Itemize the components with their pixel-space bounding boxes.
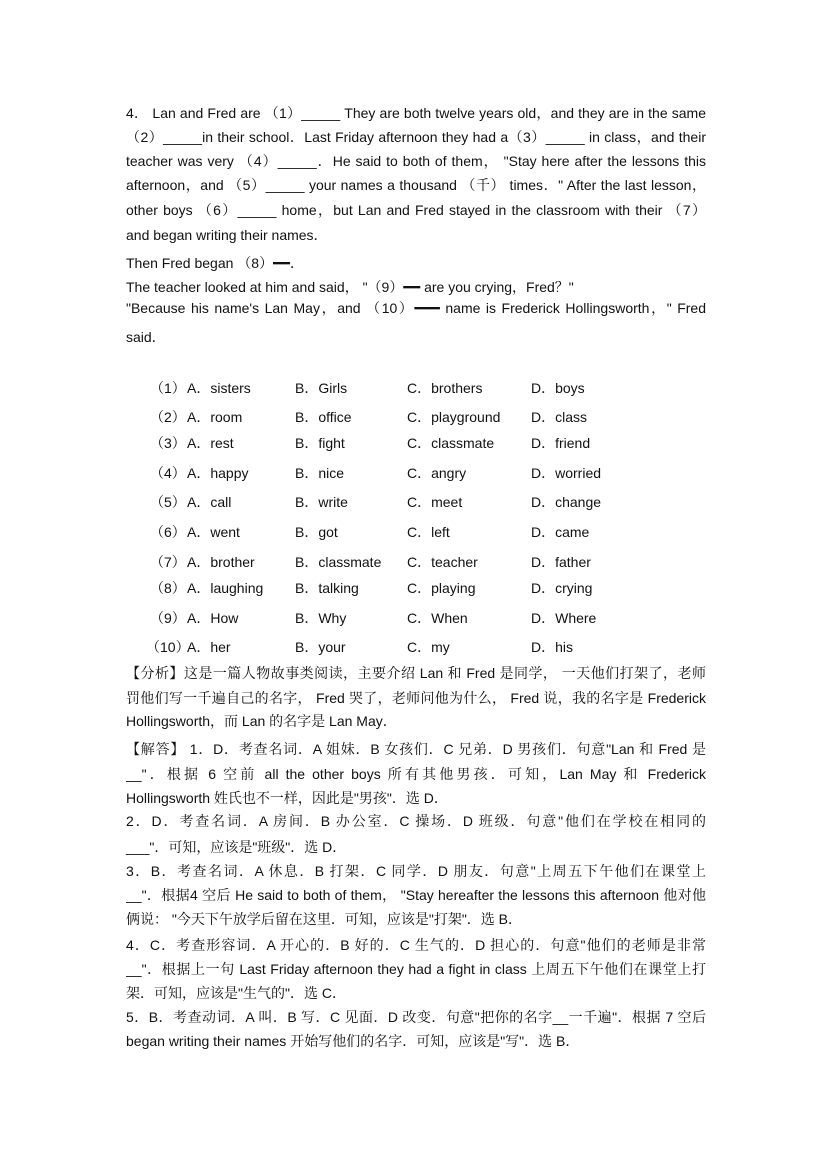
question-number: （5） (150, 494, 186, 510)
option-d: D．friend (531, 435, 591, 451)
analysis-line: 【解答】 1．D．考查名词．A 姐妹．B 女孩们．C 兄弟．D 男孩们．句意"Lan 和 Fred 是 (126, 741, 706, 757)
option-a: A．brother (187, 554, 255, 570)
passage-line: "Because his name's Lan May，and （10）━━━ name is Frederick Hollingsworth，" Fred (126, 300, 706, 316)
option-c: C．angry (407, 465, 467, 481)
option-a: A．call (187, 494, 232, 510)
option-d: D．boys (531, 380, 585, 396)
option-d: D．came (531, 524, 590, 540)
option-c: C．my (407, 639, 450, 655)
option-b: B．your (295, 639, 346, 655)
option-d: D．father (531, 554, 591, 570)
passage-line: 4． Lan and Fred are （1）_____ They are both twelve years old，and they are in the same (126, 105, 706, 121)
analysis-line: 4．C．考查形容词．A 开心的．B 好的．C 生气的．D 担心的．句意"他们的老师是非常 (126, 937, 706, 953)
option-d: D．change (531, 494, 602, 510)
question-number: （7） (150, 554, 186, 570)
analysis-line: 3．B．考查名词．A 休息．B 打架．C 同学．D 朋友．句意"上周五下午他们在课堂上 (126, 863, 706, 879)
option-b: B．Why (295, 610, 347, 626)
passage-line: Then Fred began （8）━━． (126, 255, 304, 271)
option-d: D．Where (531, 610, 597, 626)
question-number: （4） (150, 465, 186, 481)
analysis-line: __"．根据上一句 Last Friday afternoon they had a fight in class 上周五下午他们在课堂上打 (126, 961, 706, 977)
option-d: D．class (531, 409, 588, 425)
option-a: A．her (187, 639, 231, 655)
option-c: C．classmate (407, 435, 495, 451)
option-b: B．classmate (295, 554, 382, 570)
option-a: A．happy (187, 465, 249, 481)
option-c: C．meet (407, 494, 463, 510)
analysis-line: __"．根据4 空后 He said to both of them， "Stay hereafter the lessons this afternoon 他对他 (126, 887, 706, 903)
option-b: B．write (295, 494, 348, 510)
question-number: （9） (150, 610, 186, 626)
passage-line: teacher was very （4）_____．He said to both of them， "Stay here after the lessons this (126, 153, 706, 169)
analysis-line: began writing their names 开始写他们的名字．可知，应该是"写"．选 B． (126, 1033, 580, 1049)
analysis-line: 罚他们写一千遍自己的名字， Fred 哭了，老师问他为什么， Fred 说，我的名字是 Frederick (126, 690, 706, 706)
option-c: C．playing (407, 580, 476, 596)
question-number: （6） (150, 524, 186, 540)
option-a: A．rest (187, 435, 234, 451)
option-d: D．worried (531, 465, 602, 481)
option-b: B．talking (295, 580, 359, 596)
option-d: D．crying (531, 580, 593, 596)
passage-line: afternoon，and （5）_____ your names a thousand （千） times．" After the last lesson， (126, 177, 706, 193)
analysis-line: 5．B．考查动词．A 叫．B 写．C 见面．D 改变．句意"把你的名字__一千遍"．根据 7 空后 (126, 1009, 706, 1025)
option-a: A．sisters (187, 380, 251, 396)
passage-line: （2）_____in their school．Last Friday afternoon they had a（3）_____ in class，and their (126, 129, 706, 145)
option-c: C．playground (407, 409, 501, 425)
option-b: B．fight (295, 435, 345, 451)
option-a: A．room (187, 409, 243, 425)
option-b: B．got (295, 524, 338, 540)
option-c: C．When (407, 610, 468, 626)
option-b: B．Girls (295, 380, 348, 396)
question-number: （3） (150, 435, 186, 451)
option-a: A．How (187, 610, 239, 626)
analysis-line: ___"．可知，应该是"班级"．选 D． (126, 839, 347, 855)
option-b: B．office (295, 409, 352, 425)
analysis-line: Hollingsworth 姓氏也不一样，因此是"男孩"．选 D． (126, 790, 448, 806)
option-d: D．his (531, 639, 574, 655)
analysis-line: 俩说： "今天下午放学后留在这里．可知，应该是"打架"．选 B． (126, 911, 523, 927)
analysis-line: 2．D．考查名词．A 房间．B 办公室．C 操场．D 班级．句意"他们在学校在相同的 (126, 813, 706, 829)
analysis-line: 架．可知，应该是"生气的"．选 C． (126, 985, 346, 1001)
analysis-line: __"．根据 6 空前 all the other boys 所有其他男孩．可知，Lan May 和 Frederick (126, 766, 706, 782)
option-b: B．nice (295, 465, 345, 481)
passage-line: other boys （6）_____ home，but Lan and Fred stayed in the classroom with their （7） (126, 202, 706, 218)
question-number: （8） (150, 580, 186, 596)
option-a: A．went (187, 524, 240, 540)
passage-line: and began writing their names． (126, 227, 328, 243)
question-number: （1） (150, 380, 186, 396)
question-number: （10） (146, 639, 190, 655)
passage-line: said． (126, 329, 166, 345)
analysis-line: 【分析】这是一篇人物故事类阅读，主要介绍 Lan 和 Fred 是同学， 一天他们打架了，老师 (126, 665, 706, 681)
analysis-line: Hollingsworth，而 Lan 的名字是 Lan May． (126, 713, 397, 729)
passage-line: The teacher looked at him and said， "（9）━━ are you crying，Fred？" (126, 279, 574, 295)
option-c: C．brothers (407, 380, 483, 396)
option-a: A．laughing (187, 580, 264, 596)
option-c: C．left (407, 524, 450, 540)
question-number: （2） (150, 409, 186, 425)
option-c: C．teacher (407, 554, 478, 570)
